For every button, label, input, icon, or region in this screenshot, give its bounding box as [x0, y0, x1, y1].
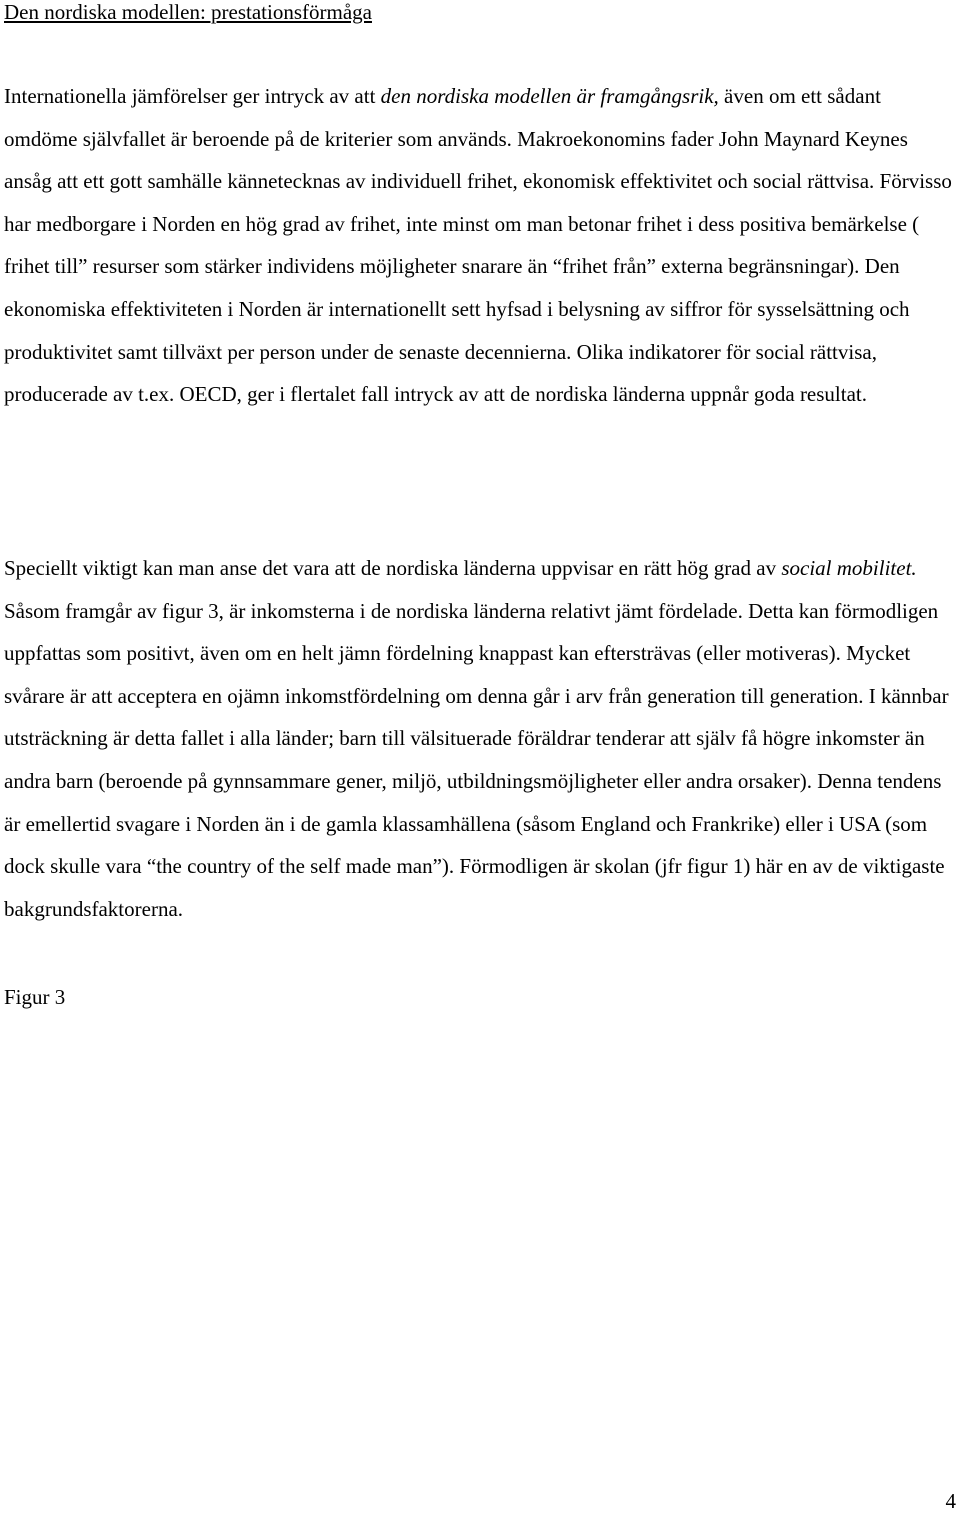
paragraph-social-mobility-text-end: Såsom framgår av figur 3, är inkomsterna i de nordiska länderna relativt jämt fördelade. Detta kan förmodligen uppfattas som positivt, även om en helt jämn fördelning knappast kan eftersträvas (eller motiveras). Mycket svårare är att acceptera en ojämn inkomstfördelning om denna går i arv från generation till generation. I kännbar utsträckning är detta fallet i alla länder; barn till välsituerade föräldrar tenderar att själv få högre inkomster än andra barn (beroende på gynnsammare gener, miljö, utbildningsmöjligheter eller andra orsaker). Denna tendens är emellertid svagare i Norden än i de gamla klassamhällena (såsom England och Frankrike) eller i USA (som dock skulle vara “the country of the self made man”). Förmodligen är skolan (jfr figur 1) här en av de viktigaste bakgrundsfaktorerna.: [4, 598, 949, 921]
paragraph-intro-emphasis: den nordiska modellen är framgångsrik,: [380, 84, 719, 108]
paragraph-social-mobility-text-start: Speciellt viktigt kan man anse det vara att de nordiska länderna uppvisar en rätt hög grad av: [4, 556, 782, 580]
paragraph-intro-text-start: Internationella jämförelser ger intryck av att: [4, 84, 381, 108]
paragraph-social-mobility: [4, 547, 956, 930]
paragraph-intro: [4, 75, 956, 416]
section-heading: Den nordiska modellen: prestationsförmåga: [4, 0, 372, 24]
paragraph-intro-text-end: även om ett sådant omdöme självfallet är beroende på de kriterier som används. Makroekonomins fader John Maynard Keynes ansåg att ett gott samhälle kännetecknas av individuell frihet, ekonomisk effektivitet och social rättvisa. Förvisso har medborgare i Norden en hög grad av frihet, inte minst om man betonar frihet i dess positiva bemärkelse ( frihet till” resurser som stärker individens möjligheter snarare än “frihet från” externa begränsningar). Den ekonomiska effektiviteten i Norden är internationellt sett hyfsad i belysning av siffror för sysselsättning och produktivitet samt tillväxt per person under de senaste decennierna. Olika indikatorer för social rättvisa, producerade av t.ex. OECD, ger i flertalet fall intryck av att de nordiska länderna uppnår goda resultat.: [4, 84, 952, 407]
figure-label: Figur 3: [4, 985, 66, 1009]
page-number: 4: [945, 1489, 956, 1513]
paragraph-social-mobility-emphasis: social mobilitet.: [781, 556, 917, 580]
